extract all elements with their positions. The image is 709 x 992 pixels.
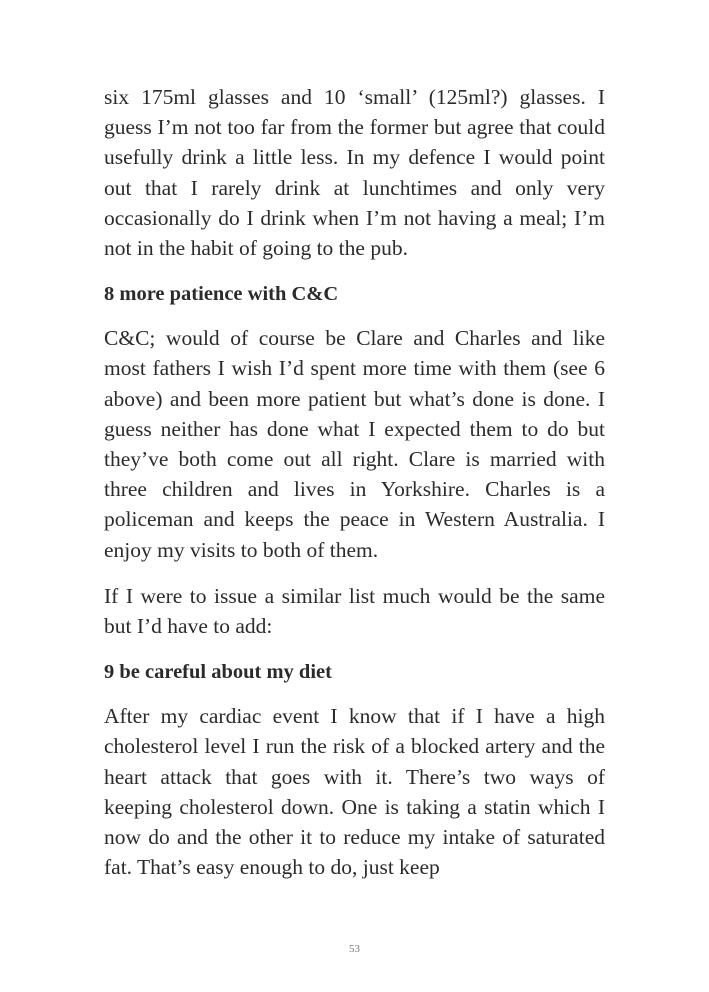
paragraph-wine-glasses: six 175ml glasses and 10 ‘small’ (125ml?) glasses. I guess I’m not too far from the former but agree that could usefully drink a little less. In my defence I would point out that I rarely drink at lunchtimes and only very occasionally do I drink when I’m not having a meal; I’m not in the habit of going to the pub. (104, 85, 605, 261)
paragraph-clare-charles: C&C; would of course be Clare and Charles and like most fathers I wish I’d spent more time with them (see 6 above) and been more patient but what’s done is done. I guess neither has done what I expected them to do but they’ve both come out all right. Clare is married with three children and lives in Yorkshire. Charles is a policeman and keeps the peace in Western Australia. I enjoy my visits to both of them. (104, 326, 605, 562)
paragraph-similar-list: If I were to issue a similar list much would be the same but I’d have to add: (104, 583, 605, 639)
page-number: 53 (349, 943, 360, 955)
page-body (104, 82, 605, 898)
heading-careful-diet: 9 be careful about my diet (104, 661, 332, 684)
heading-patience-cc: 8 more patience with C&C (104, 283, 339, 306)
paragraph-cardiac-event: After my cardiac event I know that if I have a high cholesterol level I run the risk of a blocked artery and the heart attack that goes with it. There’s two ways of keeping cholesterol down. One is taking a statin which I now do and the other it to reduce my intake of saturated fat. That’s easy enough to do, just keep (104, 704, 605, 880)
